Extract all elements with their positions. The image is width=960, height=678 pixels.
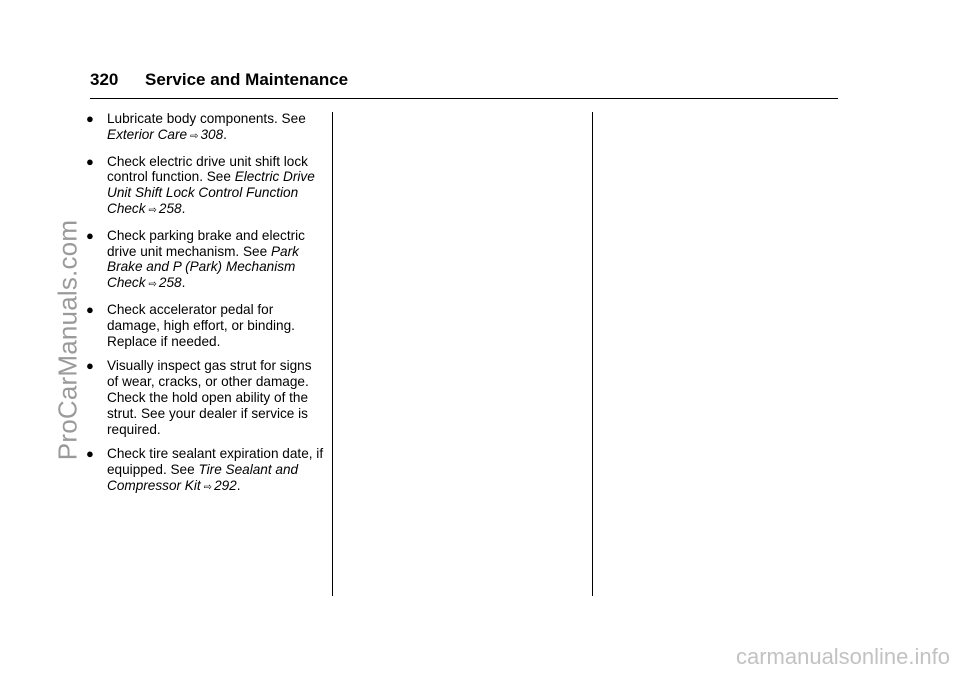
- list-item: [86, 302, 324, 349]
- header-rule: [90, 98, 838, 99]
- bullet-icon: ●: [86, 358, 94, 374]
- ref-title: Electric Drive Unit Shift Lock Control Function Check: [107, 169, 315, 216]
- column-divider-1: [332, 112, 333, 596]
- bottom-watermark: carmanualsonline.info: [735, 644, 950, 669]
- item-text: Check parking brake and electric drive unit mechanism. See: [107, 227, 305, 259]
- bullet-icon: ●: [86, 446, 94, 462]
- cross-reference-link[interactable]: [107, 127, 223, 142]
- bullet-icon: ●: [86, 111, 94, 126]
- bullet-icon: ●: [86, 301, 94, 317]
- ref-page: 258: [158, 275, 182, 291]
- ref-page: 292: [214, 477, 237, 493]
- maintenance-checklist: [86, 111, 324, 496]
- item-text-end: .: [181, 275, 186, 291]
- item-text-end: .: [236, 477, 241, 493]
- item-text: Visually inspect gas strut for signs of wear, cracks, or other damage. Check the hold open ability of the strut. See your dealer if service is required.: [107, 358, 312, 437]
- ref-title: Exterior Care: [107, 126, 188, 142]
- page-number: 320: [90, 70, 119, 89]
- ref-page: 308: [200, 126, 224, 142]
- page-arrow-icon: ⇨: [148, 204, 157, 216]
- item-text-end: .: [181, 200, 186, 216]
- ref-page: 258: [158, 200, 182, 216]
- list-item: [86, 154, 324, 219]
- page-header: [90, 70, 348, 96]
- section-title: Service and Maintenance: [145, 70, 349, 89]
- page-arrow-icon: ⇨: [203, 481, 213, 493]
- page-arrow-icon: ⇨: [190, 130, 199, 142]
- item-text: Check tire sealant expiration date, if equipped. See: [107, 446, 324, 478]
- column-divider-2: [592, 112, 593, 596]
- item-text: Check accelerator pedal for damage, high effort, or binding. Replace if needed.: [107, 301, 295, 349]
- item-text-end: .: [223, 126, 227, 142]
- ref-title: Tire Sealant and Compressor Kit: [107, 462, 299, 493]
- side-watermark: ProCarManuals.com: [52, 219, 83, 461]
- content-column-left: [86, 111, 324, 505]
- ref-title: Park Brake and P (Park) Mechanism Check: [107, 243, 299, 291]
- bullet-icon: ●: [86, 227, 94, 243]
- page-arrow-icon: ⇨: [148, 279, 157, 291]
- item-text: Check electric drive unit shift lock control function. See: [107, 153, 308, 185]
- list-item: [86, 111, 324, 145]
- bullet-icon: ●: [86, 153, 94, 169]
- item-text: Lubricate body components. See: [107, 111, 306, 126]
- list-item: [86, 358, 324, 437]
- list-item: [86, 446, 324, 495]
- list-item: [86, 228, 324, 293]
